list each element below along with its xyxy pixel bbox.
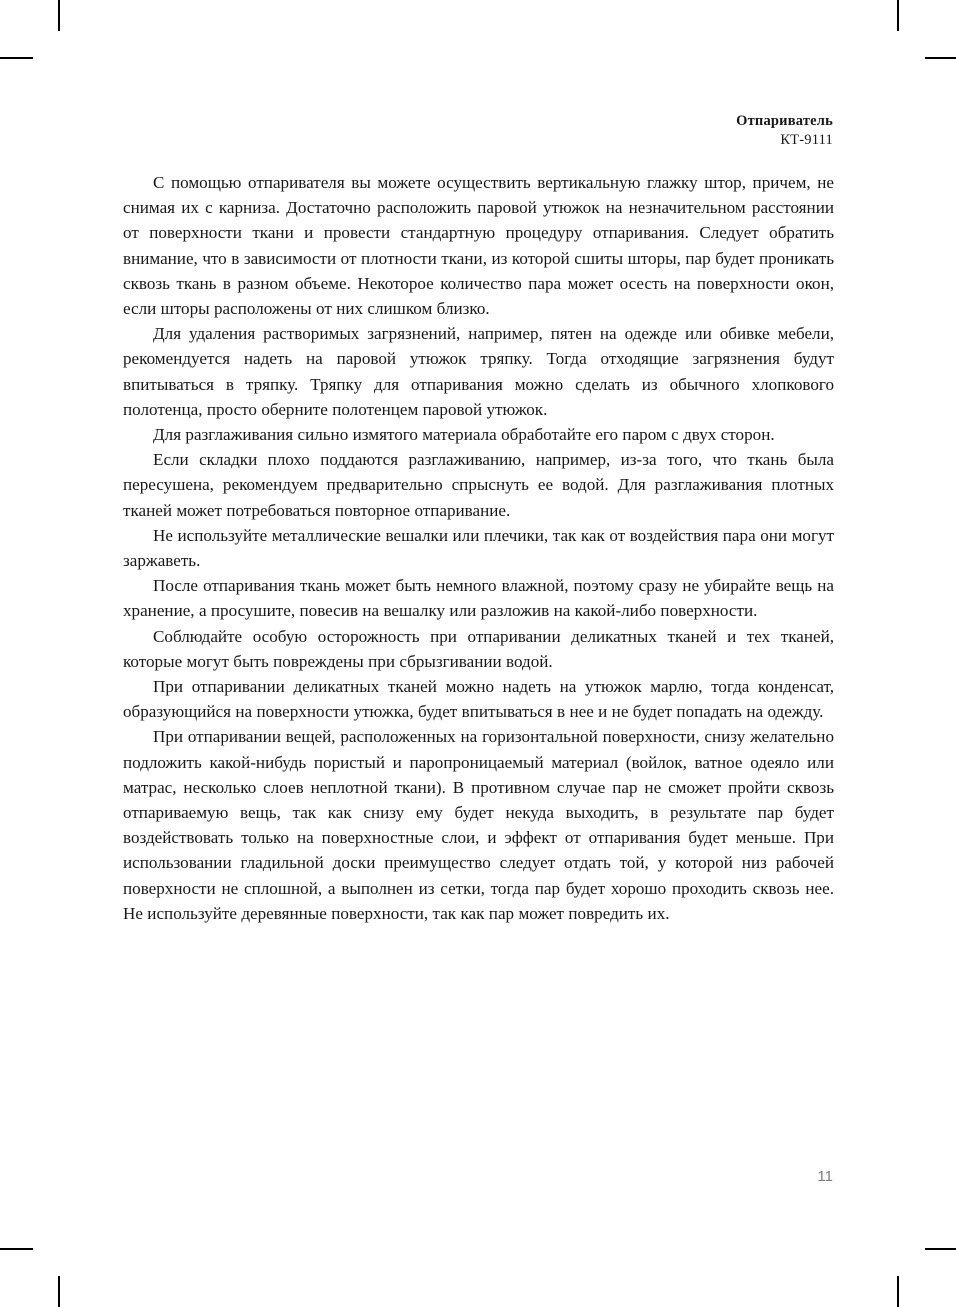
page-number: 11 <box>817 1168 833 1185</box>
crop-mark-bottom-right-vertical <box>897 1276 899 1307</box>
crop-mark-bottom-right-horizontal <box>925 1248 956 1250</box>
body-paragraph: После отпаривания ткань может быть немного влажной, поэтому сразу не убирайте вещь на хранение, а просушите, повесив на вешалку или разложив на какой-либо поверхности. <box>123 576 834 621</box>
crop-mark-bottom-left-horizontal <box>0 1248 33 1250</box>
body-paragraph: При отпаривании вещей, расположенных на горизонтальной поверхности, снизу желательно подложить какой-нибудь пористый и паропроницаемый материал (войлок, ватное одеяло или матрас, несколько слоев неплотной ткани). В противном случае пар не сможет пройти сквозь отпариваемую вещь, так как снизу ему будет некуда выходить, в результате пар будет воздействовать только на поверхностные слои, и эффект от отпаривания будет меньше. При использовании гладильной доски преимущество следует отдать той, у которой низ рабочей поверхности не сплошной, а выполнен из сетки, тогда пар будет хорошо проходить сквозь нее. Не используйте деревянные поверхности, так как пар может повредить их. <box>123 727 834 923</box>
crop-mark-top-left-horizontal <box>0 57 33 59</box>
crop-mark-top-left-vertical <box>58 0 60 31</box>
body-paragraph: Не используйте металлические вешалки или плечики, так как от воздействия пара они могут заржаветь. <box>123 525 834 571</box>
body-paragraph: С помощью отпаривателя вы можете осуществить вертикальную глажку штор, причем, не снимая их с карниза. Достаточно расположить паровой утюжок на незначительном расстоянии от поверхности ткани и провести стандартную процедуру отпаривания. Следует обратить внимание, что в зависимости от плотности ткани, из которой сшиты шторы, пар будет проникать сквозь ткань в разном объеме. Некоторое количество пара может осесть на поверхности окон, если шторы расположены от них слишком близко. <box>123 173 834 319</box>
body-paragraph: При отпаривании деликатных тканей можно надеть на утюжок марлю, тогда конденсат, образующийся на поверхности утюжка, будет впитываться в нее и не будет попадать на одежду. <box>123 677 834 722</box>
running-head-model: КТ-9111 <box>780 132 833 148</box>
running-head-title: Отпариватель <box>736 113 833 129</box>
crop-mark-top-right-horizontal <box>925 57 956 59</box>
body-text-block <box>123 170 834 926</box>
body-paragraph: Соблюдайте особую осторожность при отпаривании деликатных тканей и тех тканей, которые могут быть повреждены при сбрызгивании водой. <box>123 626 834 671</box>
body-paragraph: Для удаления растворимых загрязнений, например, пятен на одежде или обивке мебели, рекомендуется надеть на паровой утюжок тряпку. Тогда отходящие загрязнения будут впитываться в тряпку. Тряпку для отпаривания можно сделать из обычного хлопкового полотенца, просто оберните полотенцем паровой утюжок. <box>123 324 834 419</box>
body-paragraph: Для разглаживания сильно измятого материала обработайте его паром с двух сторон. <box>153 425 775 445</box>
body-paragraph: Если складки плохо поддаются разглаживанию, например, из-за того, что ткань была пересушена, рекомендуем предварительно спрыснуть ее водой. Для разглаживания плотных тканей может потребоваться повторное отпаривание. <box>123 450 834 520</box>
running-head <box>736 112 833 150</box>
crop-mark-bottom-left-vertical <box>58 1276 60 1307</box>
crop-mark-top-right-vertical <box>897 0 899 31</box>
